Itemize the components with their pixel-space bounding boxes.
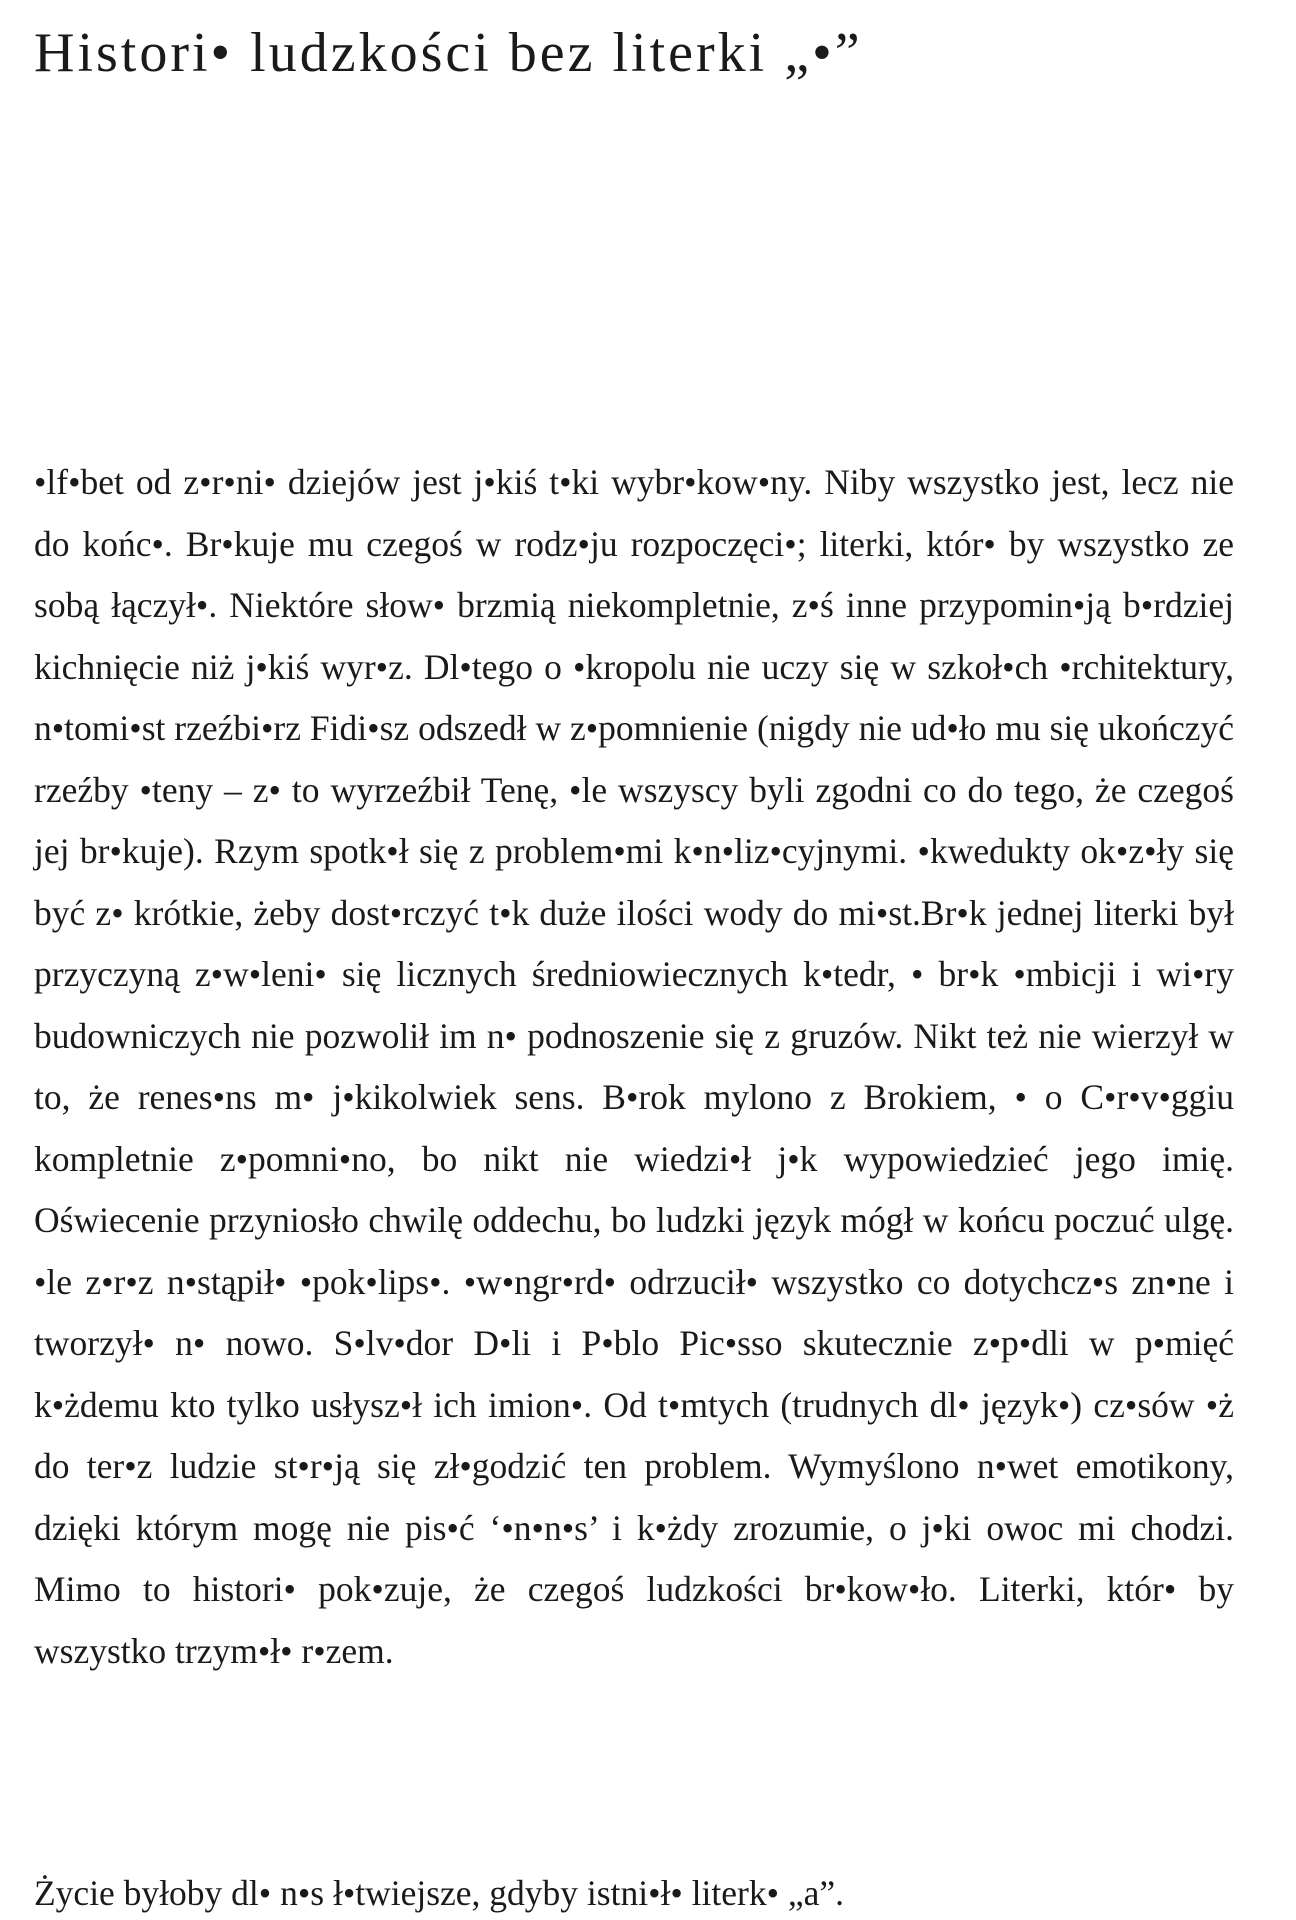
closing-line: Życie byłoby dl• n•s ł•twiejsze, gdyby istni•ł• literk• „a”. <box>34 1873 845 1913</box>
page-title: Histori• ludzkości bez literki „•” <box>34 22 863 84</box>
body-paragraph: •lf•bet od z•r•ni• dziejów jest j•kiś t•ki wybr•kow•ny. Niby wszystko jest, lecz nie do końc•. Br•kuje mu czegoś w rodz•ju rozpoczęci•; literki, któr• by wszystko ze sobą łączył•. Niektóre słow• brzmią niekompletnie, z•ś inne przypomin•ją b•rdziej kichnięcie niż j•kiś wyr•z. Dl•tego o •kropolu nie uczy się w szkoł•ch •rchitektury, n•tomi•st rzeźbi•rz Fidi•sz odszedł w z•pomnienie (nigdy nie ud•ło mu się ukończyć rzeźby •teny – z• to wyrzeźbił Tenę, •le wszyscy byli zgodni co do tego, że czegoś jej br•kuje). Rzym spotk•ł się z problem•mi k•n•liz•cyjnymi. •kwedukty ok•z•ły się być z• krótkie, żeby dost•rczyć t•k duże ilości wody do mi•st.Br•k jednej literki był przyczyną z•w•leni• się licznych średniowiecznych k•tedr, • br•k •mbicji i wi•ry budowniczych nie pozwolił im n• podnoszenie się z gruzów. Nikt też nie wierzył w to, że renes•ns m• j•kikolwiek sens. B•rok mylono z Brokiem, • o C•r•v•ggiu kompletnie z•pomni•no, bo nikt nie wiedzi•ł j•k wypowiedzieć jego imię. Oświecenie przyniosło chwilę oddechu, bo ludzki język mógł w końcu poczuć ulgę. •le z•r•z n•stąpił• •pok•lips•. •w•ngr•rd• odrzucił• wszystko co dotychcz•s zn•ne i tworzył• n• nowo. S•lv•dor D•li i P•blo Pic•sso skutecznie z•p•dli w p•mięć k•żdemu kto tylko usłysz•ł ich imion•. Od t•mtych (trudnych dl• język•) cz•sów •ż do ter•z ludzie st•r•ją się zł•godzić ten problem. Wymyślono n•wet emotikony, dzięki którym mogę nie pis•ć ‘•n•n•s’ i k•żdy zrozumie, o j•ki owoc mi chodzi. Mimo to histori• pok•zuje, że czegoś ludzkości br•kow•ło. Literki, któr• by wszystko trzym•ł• r•zem. <box>34 462 1234 1671</box>
